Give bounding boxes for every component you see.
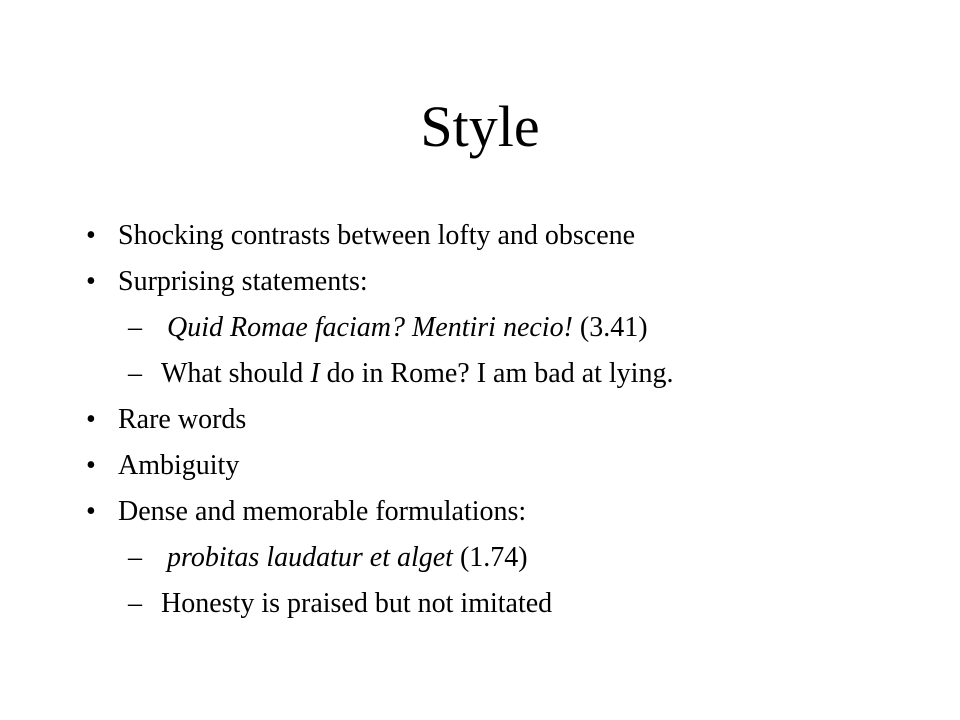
bullet-item: Dense and memorable formulations: — [118, 496, 527, 527]
bullet-item: Surprising statements: — [118, 266, 368, 297]
bullet-icon: • — [86, 450, 96, 481]
citation: (1.74) — [452, 542, 528, 573]
sub-item-latin-quote — [167, 541, 528, 575]
bullet-item: Rare words — [118, 404, 247, 435]
dash-icon: – — [128, 358, 142, 389]
dash-icon: – — [128, 312, 142, 343]
bullet-item: Shocking contrasts between lofty and obscene — [118, 220, 636, 251]
bullet-icon: • — [86, 404, 96, 435]
sub-item-translation: Honesty is praised but not imitated — [161, 588, 553, 619]
bullet-icon: • — [86, 496, 96, 527]
bullet-item: Ambiguity — [118, 450, 240, 481]
dash-icon: – — [128, 542, 142, 573]
sub-item-translation: What should I do in Rome? I am bad at lying. — [161, 358, 674, 389]
latin-text: Quid Romae faciam? Mentiri necio! — [167, 312, 573, 343]
sub-item-latin-quote — [167, 311, 648, 345]
bullet-icon: • — [86, 220, 96, 251]
slide-title: Style — [420, 94, 540, 159]
latin-text: probitas laudatur et alget — [167, 542, 453, 573]
citation: (3.41) — [572, 312, 648, 343]
italic-word: I — [310, 358, 320, 389]
bullet-icon: • — [86, 266, 96, 297]
dash-icon: – — [128, 588, 142, 619]
